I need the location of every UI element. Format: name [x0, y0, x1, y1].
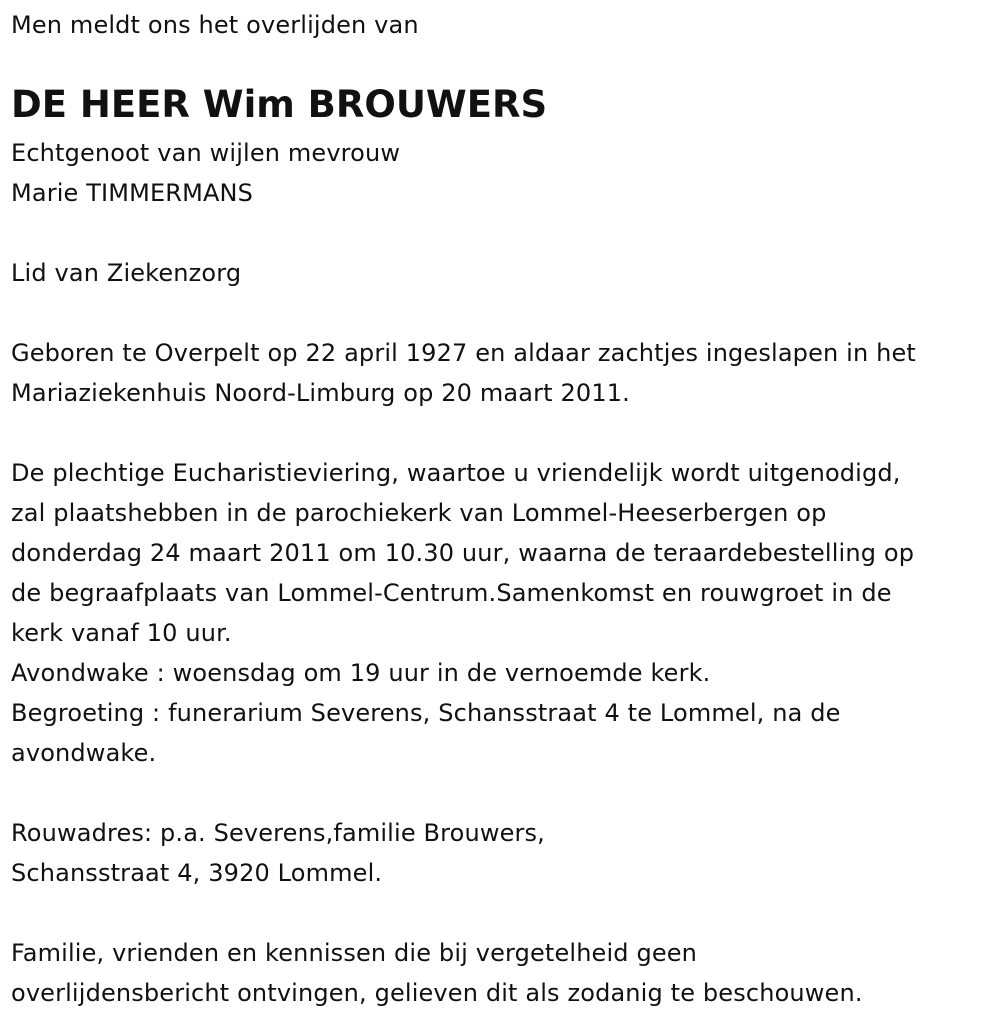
address-line: Rouwadres: p.a. Severens,familie Brouwers,	[11, 819, 545, 847]
spouse-line: Echtgenoot van wijlen mevrouw	[11, 139, 401, 167]
closing-block	[11, 933, 863, 1013]
birth-death-line: Geboren te Overpelt op 22 april 1927 en aldaar zachtjes ingeslapen in het	[11, 339, 916, 367]
birth-death-line: Mariaziekenhuis Noord-Limburg op 20 maart 2011.	[11, 379, 630, 407]
membership-line: Lid van Ziekenzorg	[11, 259, 242, 287]
ceremony-block	[11, 453, 914, 773]
spouse-block	[11, 133, 400, 213]
address-line: Schansstraat 4, 3920 Lommel.	[11, 859, 383, 887]
closing-line: Familie, vrienden en kennissen die bij vergetelheid geen	[11, 939, 698, 967]
ceremony-line: de begraafplaats van Lommel-Centrum.Samenkomst en rouwgroet in de	[11, 579, 892, 607]
ceremony-line: donderdag 24 maart 2011 om 10.30 uur, waarna de teraardebestelling op	[11, 539, 915, 567]
ceremony-line: De plechtige Eucharistieviering, waartoe u vriendelijk wordt uitgenodigd,	[11, 459, 901, 487]
intro-text: Men meldt ons het overlijden van	[11, 11, 419, 39]
greeting-line: Begroeting : funerarium Severens, Schansstraat 4 te Lommel, na de	[11, 699, 841, 727]
deceased-name: DE HEER Wim BROUWERS	[11, 83, 548, 126]
ceremony-line: zal plaatshebben in de parochiekerk van Lommel-Heeserbergen op	[11, 499, 827, 527]
ceremony-line: kerk vanaf 10 uur.	[11, 619, 232, 647]
wake-line: Avondwake : woensdag om 19 uur in de vernoemde kerk.	[11, 659, 711, 687]
address-block	[11, 813, 545, 893]
membership-block	[11, 253, 241, 293]
spouse-line: Marie TIMMERMANS	[11, 179, 254, 207]
closing-line: overlijdensbericht ontvingen, gelieven dit als zodanig te beschouwen.	[11, 979, 863, 1007]
greeting-line: avondwake.	[11, 739, 157, 767]
birth-death-block	[11, 333, 916, 413]
